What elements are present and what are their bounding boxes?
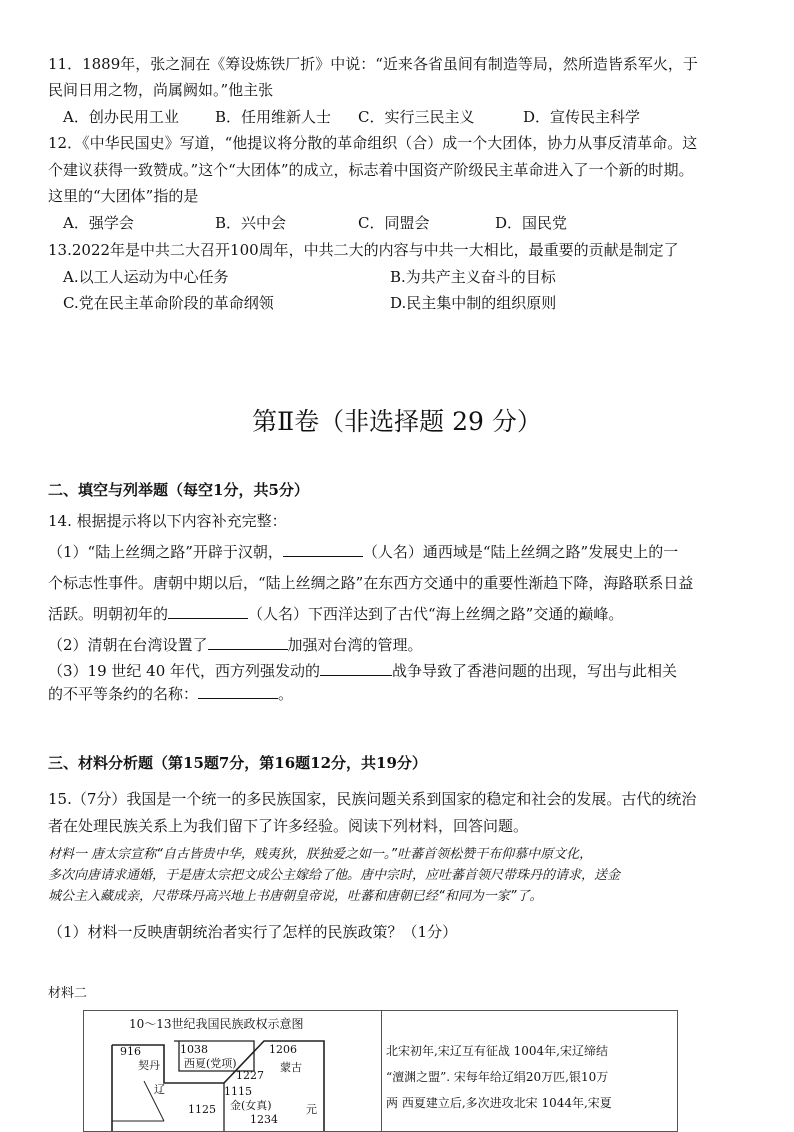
q14-2-text-b: 加强对台湾的管理。 (287, 636, 423, 654)
q12-option-d: D．国民党 (495, 214, 568, 232)
q12-stem-line1: 12．《中华民国史》写道，“他提议将分散的革命组织（合）成一个大团体，协力从事反清革命。这 (48, 134, 698, 152)
q14-1-blank-1[interactable] (283, 542, 363, 557)
q14-intro: 14. 根据提示将以下内容补充完整： (48, 512, 287, 530)
material2-label: 材料二 (48, 986, 88, 1001)
map-label-1206: 1206 (269, 1043, 297, 1056)
q14-3-text-a: （3）19 世纪 40 年代，西方列强发动的 (48, 662, 321, 680)
q13-option-c: C.党在民主革命阶段的革命纲领 (63, 294, 274, 312)
q12-stem-line3: 这里的“大团体”指的是 (48, 187, 199, 205)
q15-sub1: （1）材料一反映唐朝统治者实行了怎样的民族政策？（1分） (48, 923, 458, 941)
map-label-1234: 1234 (250, 1113, 278, 1126)
map-label-western-xia: 西夏(党项) (184, 1057, 237, 1070)
map-label-1115: 1115 (224, 1085, 252, 1098)
q12-option-c: C．同盟会 (358, 214, 430, 232)
map-label-jin: 金(女真) (230, 1099, 272, 1112)
q14-2-line (48, 635, 423, 655)
q14-1-text-d: 活跃。明朝初年的 (48, 605, 169, 623)
ethnic-regimes-map (83, 1010, 382, 1132)
q13-option-a: A.以工人运动为中心任务 (63, 268, 229, 286)
q14-1-line3 (48, 604, 623, 624)
q11-option-b: B．任用维新人士 (215, 108, 332, 126)
part2-title: 第Ⅱ卷（非选择题 29 分） (252, 407, 542, 436)
map-label-khitan: 契丹 (138, 1059, 160, 1072)
q14-1-text-a: （1）“陆上丝绸之路”开辟于汉朝， (48, 543, 283, 561)
material2-text-line1: 北宋初年,宋辽互有征战 1004年,宋辽缔结 (386, 1044, 608, 1058)
q14-1-text-e: （人名）下西洋达到了古代“海上丝绸之路”交通的巅峰。 (248, 605, 624, 623)
q13-option-b: B.为共产主义奋斗的目标 (390, 268, 556, 286)
q14-3-blank-1[interactable] (320, 661, 392, 676)
material2-text-line3: 两 西夏建立后,多次进攻北宋 1044年,宋夏 (386, 1096, 612, 1110)
q11-option-a: A．创办民用工业 (63, 108, 179, 126)
q11-option-d: D．宣传民主科学 (523, 108, 641, 126)
q15-stem-line1: 15.（7分）我国是一个统一的多民族国家，民族问题关系到国家的稳定和社会的发展。古代的统治 (48, 790, 697, 808)
q12-stem-line2: 个建议获得一致赞成。”这个“大团体”的成立，标志着中国资产阶级民主革命进入了一个新的时期。 (48, 161, 694, 179)
section2-heading: 二、填空与列举题（每空1分，共5分） (48, 481, 309, 499)
q14-1-line1 (48, 542, 678, 562)
q14-2-text-a: （2）清朝在台湾设置了 (48, 636, 208, 654)
q14-2-blank[interactable] (208, 635, 288, 650)
material2-text-line2: “澶渊之盟”. 宋每年给辽绢20万匹,银10万 (386, 1070, 609, 1084)
q14-3-line1 (48, 661, 677, 681)
material1-line2: 多次向唐请求通婚，于是唐太宗把文成公主嫁给了他。唐中宗时，应吐蕃首领尺带珠丹的请求，送金 (48, 868, 621, 883)
q11-stem-line1: 11．1889年，张之洞在《筹设炼铁厂折》中说：“近来各省虽间有制造等局，然所造皆系军火，于 (48, 55, 698, 73)
map-label-1038: 1038 (180, 1043, 208, 1056)
q14-1-text-b: （人名）通西域是“陆上丝绸之路”发展史上的一 (362, 543, 679, 561)
map-label-yuan: 元 (306, 1103, 317, 1116)
material2-textbox (380, 1010, 678, 1132)
q11-option-c: C．实行三民主义 (358, 108, 475, 126)
q12-option-a: A．强学会 (63, 214, 134, 232)
material1-line1: 材料一 唐太宗宣称“自古皆贵中华，贱夷狄，朕独爱之如一。”吐蕃首领松赞干布仰慕中原文化， (48, 847, 593, 862)
section3-heading: 三、材料分析题（第15题7分，第16题12分，共19分） (48, 754, 427, 772)
q14-3-text-d: 。 (278, 685, 294, 703)
map-label-liao: 辽 (154, 1083, 165, 1096)
map-label-mongol: 蒙古 (280, 1061, 302, 1074)
q14-3-text-b: 战争导致了香港问题的出现，写出与此相关 (392, 662, 678, 680)
q11-stem-line2: 民间日用之物，尚属阙如。”他主张 (48, 81, 274, 99)
q14-1-blank-2[interactable] (168, 604, 248, 619)
q13-stem: 13.2022年是中共二大召开100周年，中共二大的内容与中共一大相比，最重要的贡献是制定了 (48, 241, 679, 259)
q14-3-text-c: 的不平等条约的名称： (48, 685, 199, 703)
material1-line3: 城公主入藏成亲，尺带珠丹高兴地上书唐朝皇帝说，吐蕃和唐朝已经“和同为一家”了。 (48, 889, 543, 904)
q13-option-d: D.民主集中制的组织原则 (390, 294, 557, 312)
map-title: 10～13世纪我国民族政权示意图 (129, 1017, 304, 1031)
map-label-1125: 1125 (188, 1103, 216, 1116)
map-label-1227: 1227 (236, 1069, 264, 1082)
q12-option-b: B．兴中会 (215, 214, 287, 232)
map-label-916: 916 (120, 1045, 141, 1058)
q14-3-blank-2[interactable] (198, 684, 278, 699)
q14-3-line2 (48, 684, 293, 704)
q14-1-line2: 个标志性事件。唐朝中期以后，“陆上丝绸之路”在东西方交通中的重要性渐趋下降，海路联系日益 (48, 574, 694, 592)
q15-stem-line2: 者在处理民族关系上为我们留下了许多经验。阅读下列材料，回答问题。 (48, 817, 529, 835)
